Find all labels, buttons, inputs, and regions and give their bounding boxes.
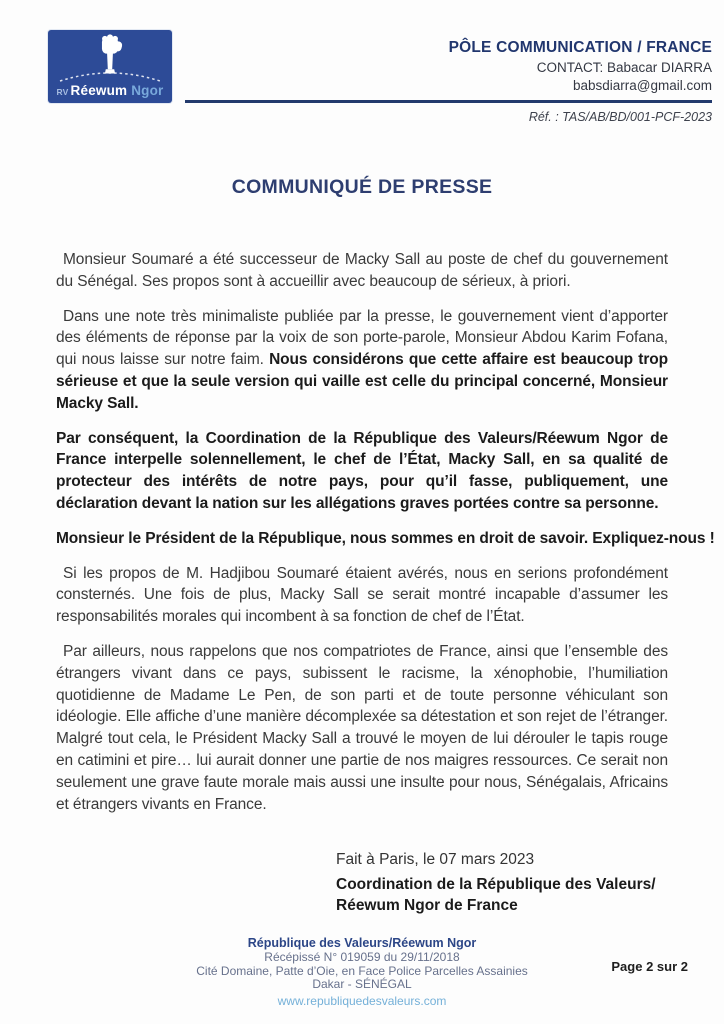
paragraph-6: Par ailleurs, nous rappelons que nos compatriotes de France, ainsi que l’ensemble des étrangers vivant dans ce pays, subissent le racisme, la xénophobie, l’humiliation quotidienne de Madame Le Pen, de son parti et de toute personne véhiculant son idéologie. Elle affiche d’une manière décomplexée sa détestation et son rejet de l’étranger. Malgré tout cela, le Président Macky Sall a trouvé le moyen de lui dérouler le tapis rouge en catimini et pire… lui aurait donner une partie de nos maigres ressources. Ce serait non seulement une grave faute morale mais aussi une insulte pour nous, Sénégalais, Africains et étrangers vivants en France.	[56, 642, 668, 813]
paragraph-3: Par conséquent, la Coordination de la République des Valeurs/Réewum Ngor de France interpelle solennellement, le chef de l’État, Macky Sall, en sa qualité de protecteur des intérêts de notre pays, pour qu’il fasse, publiquement, une déclaration devant la nation sur les allégations graves portées contre sa personne.	[56, 429, 668, 512]
signature-org-line2: Réewum Ngor de France	[336, 897, 518, 915]
contact-line: CONTACT: Babacar DIARRA	[536, 60, 712, 75]
signature-block	[336, 851, 668, 916]
logo-monogram: RV	[56, 87, 69, 97]
logo-wordmark	[48, 83, 172, 98]
signature-org-line1: Coordination de la République des Valeurs/	[336, 876, 656, 894]
signature-org	[336, 874, 668, 916]
document-title: COMMUNIQUÉ DE PRESSE	[231, 176, 493, 198]
email-line: babsdiarra@gmail.com	[572, 78, 712, 93]
reference-line: Réf. : TAS/AB/BD/001-PCF-2023	[528, 110, 712, 124]
logo-word-ngor: Ngor	[131, 83, 164, 98]
footer-org: République des Valeurs/Réewum Ngor	[247, 936, 477, 951]
header-contact-block	[185, 30, 712, 124]
footer-website[interactable]: www.republiquedesvaleurs.com	[277, 994, 447, 1009]
footer-receipt: Récépissé N° 019059 du 29/11/2018	[264, 949, 460, 964]
paragraph-2: Dans une note très minimaliste publiée par la presse, le gouvernement vient d’apporter des éléments de réponse par la voix de son porte-parole, Monsieur Abdou Karim Fofana, qui nous laisse sur notre faim. Nous considérons que cette affaire est beaucoup trop sérieuse et que la seule version qui vaille est celle du principal concerné, Monsieur Macky Sall.	[56, 307, 668, 412]
header	[0, 0, 724, 124]
org-logo	[48, 30, 172, 103]
page-number: Page 2 sur 2	[611, 959, 688, 974]
paragraph-1: Monsieur Soumaré a été successeur de Macky Sall au poste de chef du gouvernement du Sénégal. Ses propos sont à accueillir avec beaucoup de sérieux, à priori.	[56, 251, 668, 290]
signature-date: Fait à Paris, le 07 mars 2023	[336, 851, 535, 869]
paragraph-5: Si les propos de M. Hadjibou Soumaré étaient avérés, nous en serions profondément consternés. Une fois de plus, Macky Sall se serait montré incapable d’assumer les responsabilités morales qui incombent à sa fonction de chef de l’État.	[56, 564, 668, 626]
footer-address: Cité Domaine, Patte d’Oie, en Face Police Parcelles Assainies	[196, 963, 528, 978]
document-body	[56, 249, 715, 815]
paragraph-4: Monsieur le Président de la République, nous sommes en droit de savoir. Expliquez-nous !	[56, 529, 715, 547]
pole-title: PÔLE COMMUNICATION / FRANCE	[448, 39, 712, 56]
footer-city: Dakar - SÉNÉGAL	[312, 977, 412, 992]
logo-word-reewum: Réewum	[70, 83, 128, 98]
arc-decoration	[57, 70, 163, 82]
header-divider	[185, 100, 712, 103]
